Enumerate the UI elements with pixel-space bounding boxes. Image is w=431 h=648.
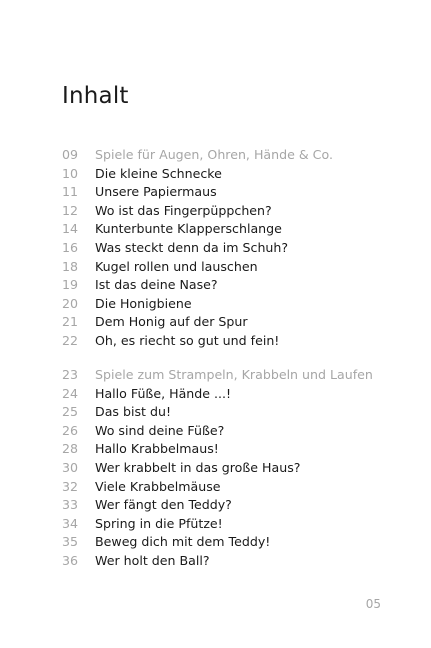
toc-entry xyxy=(62,552,391,571)
toc-page-number: 18 xyxy=(62,258,79,274)
toc-entry xyxy=(62,385,391,404)
toc-entry-title: Was steckt denn da im Schuh? xyxy=(95,239,289,255)
toc-entry-title: Spring in die Pfütze! xyxy=(95,515,223,531)
toc-page-number: 34 xyxy=(62,515,79,531)
toc-entry-title: Unsere Papiermaus xyxy=(95,184,217,200)
toc-entry-title: Kunterbunte Klapperschlange xyxy=(95,221,282,237)
toc-page-number: 26 xyxy=(62,422,79,438)
toc-entry xyxy=(62,533,391,552)
toc-page-number: 33 xyxy=(62,497,79,513)
toc-page-number: 28 xyxy=(62,441,79,457)
toc-entry xyxy=(62,440,391,459)
toc-page-number: 23 xyxy=(62,367,79,382)
toc-page-number: 19 xyxy=(62,277,79,293)
toc-page-number: 11 xyxy=(62,184,79,200)
toc-entry-title: Wo sind deine Füße? xyxy=(95,422,225,438)
toc-entry xyxy=(62,258,391,277)
toc-entry xyxy=(62,496,391,515)
toc-page-number: 22 xyxy=(62,332,79,348)
toc-page-number: 10 xyxy=(62,165,79,181)
toc-entry xyxy=(62,332,391,351)
toc-section-strampeln-krabbeln xyxy=(62,366,391,571)
toc-entry-title: Die kleine Schnecke xyxy=(95,165,222,181)
toc-page-number: 30 xyxy=(62,459,79,475)
toc-section-title: Spiele für Augen, Ohren, Hände & Co. xyxy=(95,147,333,162)
toc-entry-title: Wer krabbelt in das große Haus? xyxy=(95,459,301,475)
toc-page-number: 36 xyxy=(62,552,79,568)
toc-page-number: 24 xyxy=(62,385,79,401)
toc-entry xyxy=(62,202,391,221)
toc-entry xyxy=(62,276,391,295)
toc-entry xyxy=(62,183,391,202)
toc-section-title: Spiele zum Strampeln, Krabbeln und Laufen xyxy=(95,367,373,382)
toc-page-number: 32 xyxy=(62,478,79,494)
toc-page-number: 35 xyxy=(62,534,79,550)
toc-entry-title: Wer fängt den Teddy? xyxy=(95,497,232,513)
toc-section-augen-ohren xyxy=(62,146,391,351)
toc-entry-title: Dem Honig auf der Spur xyxy=(95,314,248,330)
toc-entry-title: Das bist du! xyxy=(95,404,171,420)
toc-page-number: 14 xyxy=(62,221,79,237)
toc-entry-title: Ist das deine Nase? xyxy=(95,277,218,293)
toc-entry xyxy=(62,220,391,239)
toc-entry xyxy=(62,515,391,534)
toc-page-number: 21 xyxy=(62,314,79,330)
page-title: Inhalt xyxy=(62,83,129,109)
toc-entry-title: Wo ist das Fingerpüppchen? xyxy=(95,202,272,218)
toc-entry-title: Beweg dich mit dem Teddy! xyxy=(95,534,271,550)
toc-entry xyxy=(62,422,391,441)
toc-entry xyxy=(62,478,391,497)
toc-entry-title: Hallo Krabbelmaus! xyxy=(95,441,219,457)
toc-page-number: 20 xyxy=(62,295,79,311)
toc-page-number: 12 xyxy=(62,202,79,218)
toc-entry-title: Wer holt den Ball? xyxy=(95,552,210,568)
toc-entry-title: Oh, es riecht so gut und fein! xyxy=(95,332,280,348)
toc-entry xyxy=(62,313,391,332)
toc-entry-title: Die Honigbiene xyxy=(95,295,192,311)
toc-section-heading xyxy=(62,366,391,385)
toc-entry xyxy=(62,459,391,478)
toc-page-number: 16 xyxy=(62,239,79,255)
toc-entry xyxy=(62,295,391,314)
toc-entry-title: Hallo Füße, Hände ...! xyxy=(95,385,232,401)
toc-entry xyxy=(62,403,391,422)
toc-page-number: 09 xyxy=(62,147,79,162)
toc-section-heading xyxy=(62,146,391,165)
toc-entry xyxy=(62,165,391,184)
toc-page-number: 25 xyxy=(62,404,79,420)
toc-entry xyxy=(62,239,391,258)
page-number: 05 xyxy=(365,597,381,611)
toc-entry-title: Kugel rollen und lauschen xyxy=(95,258,258,274)
toc-entry-title: Viele Krabbelmäuse xyxy=(95,478,221,494)
